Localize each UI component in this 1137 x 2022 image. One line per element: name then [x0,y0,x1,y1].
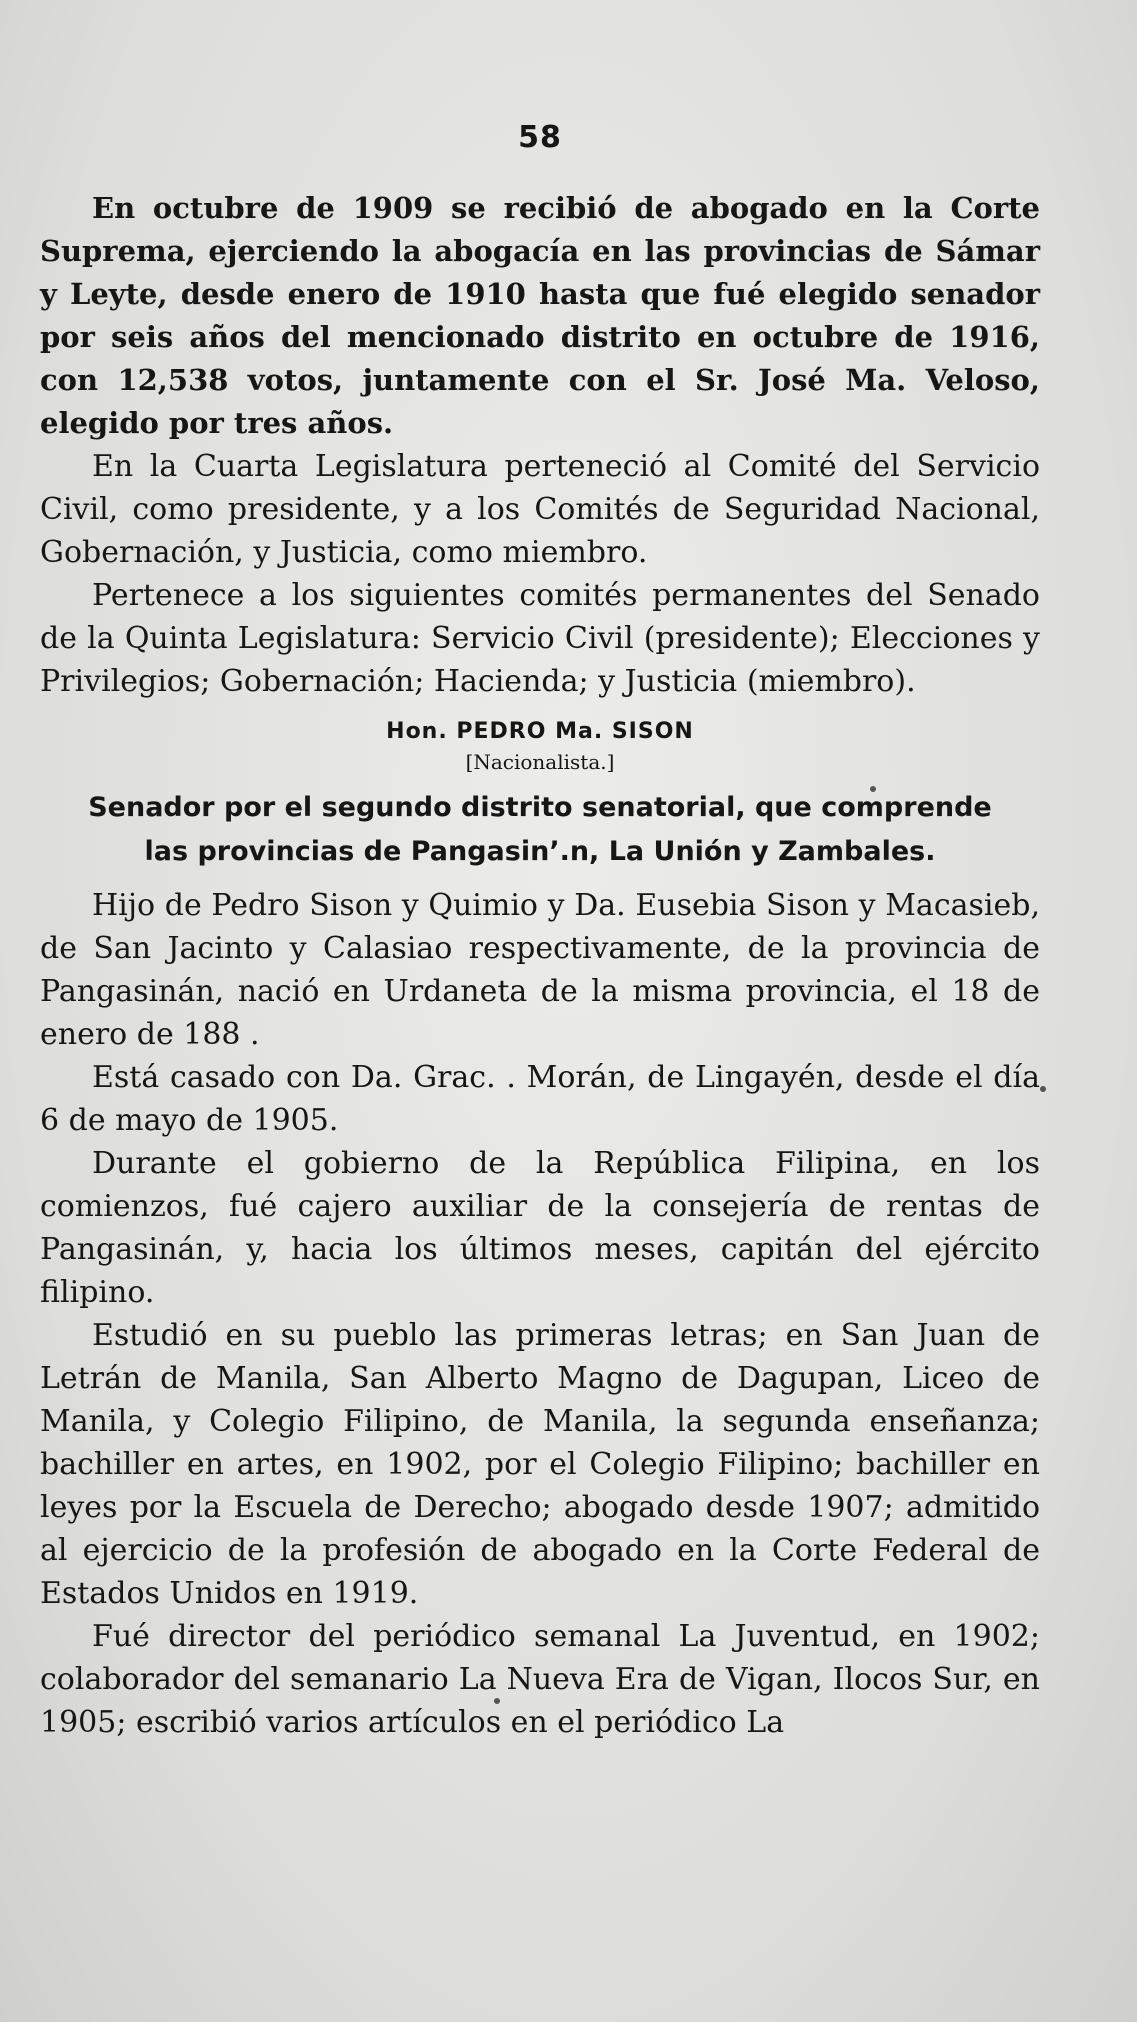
page-number: 58 [518,120,562,155]
biography [40,884,1040,1744]
paragraph-fourth-legislature: En la Cuarta Legislatura perteneció al Comité del Servicio Civil, como presidente, y a los Comités de Seguridad Nacional, Gobernación, y Justicia, como miembro. [40,449,1040,570]
paper-speck [870,786,876,792]
district-description-line-2: las provincias de Pangasin’.n, La Unión y Zambales. [144,836,936,867]
paragraph-parents-birth: Hijo de Pedro Sison y Quimio y Da. Eusebia Sison y Macasieb, de San Jacinto y Calasiao respectivamente, de la provincia de Pangasinán, nació en Urdaneta de la misma provincia, el 18 de enero de 188 . [40,888,1040,1052]
district-description-line-1: Senador por el segundo distrito senatorial, que comprende [88,792,992,823]
paragraph-election: En octubre de 1909 se recibió de abogado en la Corte Suprema, ejerciendo la abogacía en las provincias de Sámar y Leyte, desde enero de 1910 hasta que fué elegido senador por seis años del mencionado distrito en octubre de 1916, con 12,538 votos, juntamente con el Sr. José Ma. Veloso, elegido por tres años. [40,191,1040,440]
top-section [40,187,1040,703]
paragraph-republic-service: Durante el gobierno de la República Filipina, en los comienzos, fué cajero auxiliar de la consejería de rentas de Pangasinán, y, hacia los últimos meses, capitán del ejército filipino. [40,1146,1040,1310]
senator-name: Hon. PEDRO Ma. SISON [386,719,694,744]
paragraph-education: Estudió en su pueblo las primeras letras; en San Juan de Letrán de Manila, San Alberto Magno de Dagupan, Liceo de Manila, y Colegio Filipino, de Manila, la segunda enseñanza; bachiller en artes, en 1902, por el Colegio Filipino; bachiller en leyes por la Escuela de Derecho; abogado desde 1907; admitido al ejercicio de la profesión de abogado en la Corte Federal de Estados Unidos en 1919. [40,1318,1040,1611]
senator-party: [Nacionalista.] [465,750,615,774]
paper-speck [494,1698,500,1704]
paragraph-fifth-legislature: Pertenece a los siguientes comités permanentes del Senado de la Quinta Legislatura: Servicio Civil (presidente); Elecciones y Privilegios; Gobernación; Hacienda; y Justicia (miembro). [40,578,1040,699]
paragraph-marriage: Está casado con Da. Grac. . Morán, de Lingayén, desde el día 6 de mayo de 1905. [40,1060,1040,1138]
book-page [40,120,1040,1744]
senator-district-description [40,786,1040,874]
paper-speck [1040,1086,1046,1092]
paragraph-journalism: Fué director del periódico semanal La Juventud, en 1902; colaborador del semanario La Nueva Era de Vigan, Ilocos Sur, en 1905; escribió varios artículos en el periódico La [40,1619,1040,1740]
